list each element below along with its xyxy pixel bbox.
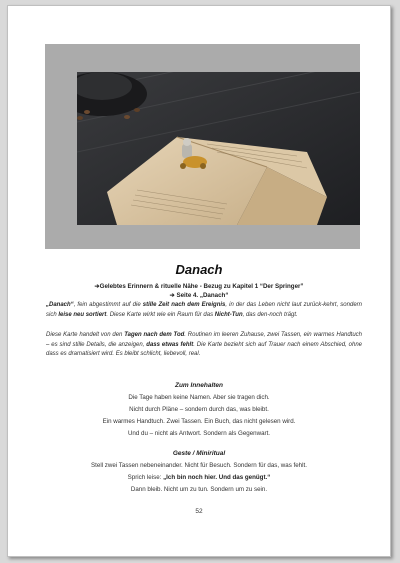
photo-frame [45,44,360,249]
chapter-reference: ➔Gelebtes Erinnern & rituelle Nähe - Bezug zu Kapitel 1 “Der Springer” [94,283,304,290]
poem-line-2: Nicht durch Pläne – sondern durch das, was bleibt. [129,406,269,413]
ritual-line-1: Stell zwei Tassen nebeneinander. Nicht für Besuch. Sondern für das, was fehlt. [91,462,307,469]
intro-1-bold-1: stille Zeit nach dem Ereignis [142,302,226,308]
ritual-line-2-pre: Sprich leise: [127,474,164,481]
intro-1-text-1: , fein abgestimmt auf die [73,302,143,308]
intro-1-bold-3: Nicht-Tun [214,311,243,318]
document-page [7,5,391,557]
intro-1-text-4: , das den-noch trägt. [242,311,298,318]
intro-1-bold-2: leise neu sortiert [58,311,107,318]
intro-1-text-3: . Diese Karte wirkt wie ein Raum für das [106,311,215,318]
intro-2-bold-2: dass etwas fehlt [146,341,194,348]
poem-line-1: Die Tage haben keine Namen. Aber sie tragen dich. [128,394,270,401]
cover-photo [77,72,360,225]
page-number: 52 [195,508,203,515]
ritual-line-2 [8,474,390,481]
poem-line-3: Ein warmes Handtuch. Zwei Tassen. Ein Buch, das nicht gelesen wird. [102,418,296,425]
book-and-cup-illustration [77,72,360,225]
page-title: Danach [175,262,223,277]
section-heading-ritual: Geste / Miniritual [172,450,226,457]
poem-line-4: Und du – nicht als Antwort. Sondern als Gegenwart. [127,430,271,437]
intro-paragraph-2 [46,331,362,360]
ritual-line-3: Dann bleib. Nicht um zu tun. Sondern um zu sein. [130,486,268,493]
intro-paragraph-1 [46,301,362,320]
page-reference: ➔ Seite 4. „Danach“ [169,292,229,299]
intro-2-text-3: . Die Karte bezieht sich auf Trauer nach einem Abschied, ohne dass es dramatisiert wird. Es bleibt schlicht, liebevoll, real. [46,341,363,358]
intro-2-text-2: . Routinen im leeren Zuhause, zwei Tassen, ein warmes Handtuch – es sind stille Details, die anzeigen, [46,332,363,348]
intro-2-text-1: Diese Karte handelt von den [46,332,125,338]
intro-1-text-2: , in der das Leben nicht laut zurück-kehrt, sondern sich [46,302,362,318]
ritual-line-2-quote: „Ich bin noch hier. Und das genügt.“ [163,474,271,481]
quote-danach: „Danach“ [46,302,74,308]
section-heading-innehalten: Zum Innehalten [174,382,224,389]
intro-2-bold-1: Tagen nach dem Tod [124,332,185,338]
